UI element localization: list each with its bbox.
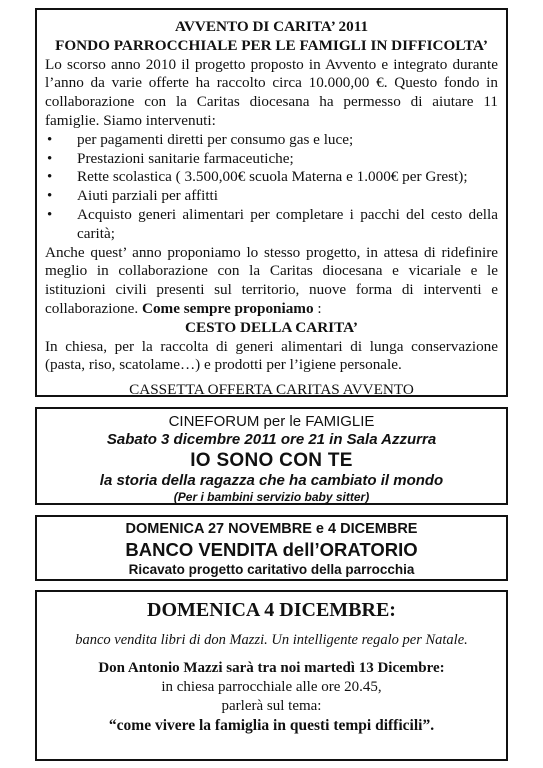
babysitter-note: (Per i bambini servizio baby sitter): [173, 490, 370, 504]
mazzi-visit: Don Antonio Mazzi sarà tra noi martedì 13 Dicembre:: [98, 660, 445, 676]
project-bold: Come sempre proponiamo: [141, 299, 314, 317]
books-sale: banco vendita libri di don Mazzi. Un intelligente regalo per Natale.: [75, 632, 468, 648]
avvento-intro: Lo scorso anno 2010 il progetto proposto in Avvento e integrato durante l’anno da varie offerte ha raccolto circa 10.000,00 €. Questo fondo in collaborazione con la Caritas diocesana ha permesso di aiutare 11 famiglie. Siamo intervenuti:: [45, 55, 498, 129]
project-paragraph: [45, 244, 498, 319]
film-title: IO SONO CON TE: [190, 450, 353, 471]
mazzi-talk: parlerà sul tema:: [221, 698, 322, 714]
interventions-list: [45, 131, 498, 244]
list-item: • Rette scolastica ( 3.500,00€ scuola Materna e 1.000€ per Grest);: [45, 168, 498, 187]
list-item: • per pagamenti diretti per consumo gas e luce;: [45, 131, 498, 150]
film-tagline: la storia della ragazza che ha cambiato il mondo: [99, 472, 444, 489]
banco-dates: DOMENICA 27 NOVEMBRE e 4 DICEMBRE: [125, 521, 418, 537]
cineforum-box: [35, 407, 508, 505]
mazzi-box: [35, 590, 508, 761]
avvento-title: AVVENTO DI CARITA’ 2011: [174, 18, 369, 35]
list-item: • Prestazioni sanitarie farmaceutiche;: [45, 150, 498, 169]
list-item: • Aiuti parziali per affitti: [45, 187, 498, 206]
project-colon: :: [313, 299, 322, 317]
cineforum-when: Sabato 3 dicembre 2011 ore 21 in Sala Azzurra: [106, 431, 437, 448]
cesto-title: CESTO DELLA CARITA’: [184, 318, 358, 336]
cassetta-offerta: CASSETTA OFFERTA CARITAS AVVENTO: [129, 381, 414, 399]
mazzi-heading: DOMENICA 4 DICEMBRE:: [147, 599, 396, 621]
project-text: Anche quest’ anno proponiamo lo stesso progetto, in attesa di ridefinire meglio in collaborazione con la Caritas diocesana e vicariale e le istituzioni civili presenti sul territorio, nuove forma di interventi e collaborazione.: [45, 243, 498, 317]
avvento-subtitle: FONDO PARROCCHIALE PER LE FAMIGLI IN DIFFICOLTA’: [55, 36, 488, 54]
banco-title: BANCO VENDITA dell’ORATORIO: [125, 539, 418, 560]
avvento-box: [35, 8, 508, 397]
banco-box: [35, 515, 508, 581]
mazzi-theme: “come vivere la famiglia in questi tempi difficili”.: [108, 717, 435, 734]
cesto-text: In chiesa, per la raccolta di generi alimentari di lunga conservazione (pasta, riso, scatolame…) e prodotti per l’igiene personale.: [45, 337, 498, 374]
banco-subtitle: Ricavato progetto caritativo della parrocchia: [128, 562, 415, 577]
list-item: • Acquisto generi alimentari per completare i pacchi del cesto della carità;: [45, 206, 498, 244]
cineforum-label: CINEFORUM per le FAMIGLIE: [168, 413, 375, 430]
mazzi-where: in chiesa parrocchiale alle ore 20.45,: [161, 679, 382, 695]
